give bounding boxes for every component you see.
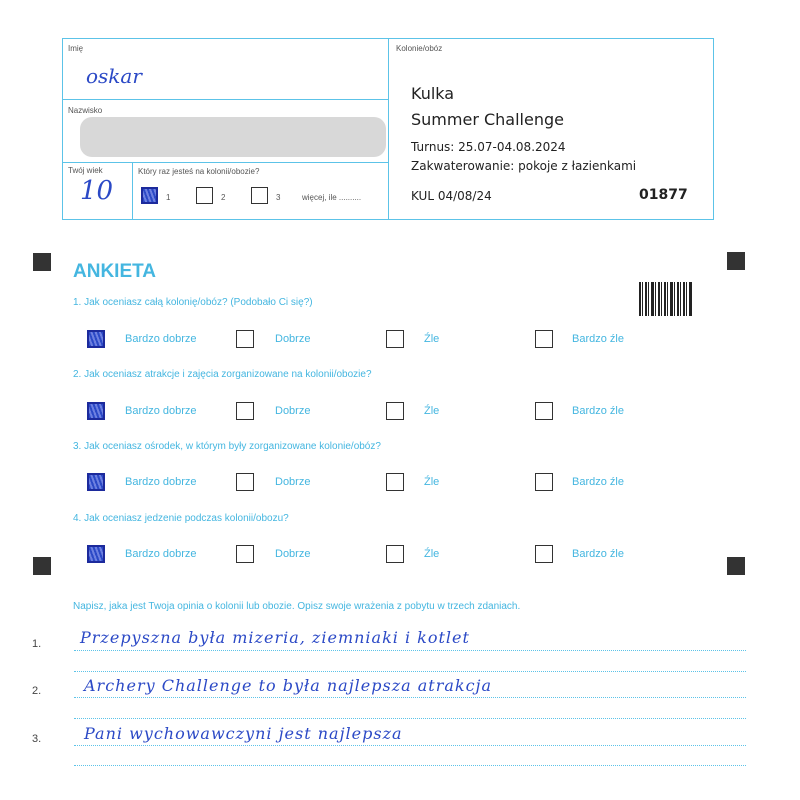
accommodation-text: Zakwaterowanie: pokoje z łazienkami xyxy=(411,159,637,173)
times-option-1-checkbox[interactable] xyxy=(141,187,158,204)
q1-dobrze-checkbox[interactable] xyxy=(236,330,254,348)
surname-redacted xyxy=(80,117,386,157)
camp-code: KUL 04/08/24 xyxy=(411,189,492,203)
q3-option-label: Bardzo dobrze xyxy=(125,476,197,488)
registration-marker-bottom-left xyxy=(33,557,51,575)
q4-bardzo-zle-checkbox[interactable] xyxy=(535,545,553,563)
question-3: 3. Jak oceniasz ośrodek, w którym były zorganizowane kolonie/obóz? xyxy=(73,441,381,452)
q2-option-label: Dobrze xyxy=(275,405,311,417)
opinion-line-3-rule xyxy=(74,745,746,746)
q3-option-label: Bardzo źle xyxy=(572,476,624,488)
q2-option-label: Bardzo źle xyxy=(572,405,624,417)
q3-zle-checkbox[interactable] xyxy=(386,473,404,491)
q1-bardzo-zle-checkbox[interactable] xyxy=(535,330,553,348)
camp-program: Summer Challenge xyxy=(411,110,564,129)
q3-bardzo-dobrze-checkbox[interactable] xyxy=(87,473,105,491)
registration-marker-top-left xyxy=(33,253,51,271)
opinion-line-3-number: 3. xyxy=(32,733,42,745)
q4-bardzo-dobrze-checkbox[interactable] xyxy=(87,545,105,563)
q1-zle-checkbox[interactable] xyxy=(386,330,404,348)
question-2: 2. Jak oceniasz atrakcje i zajęcia zorganizowane na kolonii/obozie? xyxy=(73,369,372,380)
q2-dobrze-checkbox[interactable] xyxy=(236,402,254,420)
opinion-line-1-number: 1. xyxy=(32,638,42,650)
question-1: 1. Jak oceniasz całą kolonię/obóz? (Podobało Ci się?) xyxy=(73,297,313,308)
times-option-3-checkbox[interactable] xyxy=(251,187,268,204)
surname-row-divider xyxy=(62,162,388,163)
times-option-2-label: 2 xyxy=(221,193,226,202)
q4-zle-checkbox[interactable] xyxy=(386,545,404,563)
registration-marker-bottom-right xyxy=(727,557,745,575)
registration-marker-top-right xyxy=(727,252,745,270)
opinion-answer-2[interactable]: Archery Challenge to była najlepsza atrakcja xyxy=(84,676,493,695)
q1-option-label: Dobrze xyxy=(275,333,311,345)
q1-option-label: Bardzo źle xyxy=(572,333,624,345)
q4-dobrze-checkbox[interactable] xyxy=(236,545,254,563)
header-left-divider xyxy=(388,38,389,220)
q2-option-label: Bardzo dobrze xyxy=(125,405,197,417)
q3-option-label: Dobrze xyxy=(275,476,311,488)
q3-bardzo-zle-checkbox[interactable] xyxy=(535,473,553,491)
camp-name: Kulka xyxy=(411,84,455,103)
times-label: Który raz jesteś na kolonii/obozie? xyxy=(138,167,260,176)
q1-option-label: Bardzo dobrze xyxy=(125,333,197,345)
q4-option-label: Bardzo źle xyxy=(572,548,624,560)
opinion-line-2-number: 2. xyxy=(32,685,42,697)
camp-label: Kolonie/obóz xyxy=(396,44,443,53)
q4-option-label: Bardzo dobrze xyxy=(125,548,197,560)
turnus-text: Turnus: 25.07-04.08.2024 xyxy=(411,140,566,154)
opinion-line-1-rule-secondary xyxy=(74,671,746,672)
form-number: 01877 xyxy=(639,187,688,203)
question-4: 4. Jak oceniasz jedzenie podczas kolonii/obozu? xyxy=(73,513,289,524)
q1-option-label: Źle xyxy=(424,333,440,345)
q2-bardzo-zle-checkbox[interactable] xyxy=(535,402,553,420)
opinion-line-2-rule xyxy=(74,697,746,698)
q3-dobrze-checkbox[interactable] xyxy=(236,473,254,491)
q1-bardzo-dobrze-checkbox[interactable] xyxy=(87,330,105,348)
q2-option-label: Źle xyxy=(424,405,440,417)
name-value[interactable]: oskar xyxy=(86,64,142,88)
q2-zle-checkbox[interactable] xyxy=(386,402,404,420)
times-option-3-label: 3 xyxy=(276,193,281,202)
times-option-2-checkbox[interactable] xyxy=(196,187,213,204)
survey-title: ANKIETA xyxy=(73,261,157,282)
barcode xyxy=(639,282,693,316)
q4-option-label: Źle xyxy=(424,548,440,560)
opinion-answer-3[interactable]: Pani wychowawczyni jest najlepsza xyxy=(84,724,403,743)
opinion-line-2-rule-secondary xyxy=(74,718,746,719)
surname-label: Nazwisko xyxy=(68,106,103,115)
opinion-answer-1[interactable]: Przepyszna była mizeria, ziemniaki i kotlet xyxy=(80,628,470,647)
opinion-prompt: Napisz, jaka jest Twoja opinia o kolonii lub obozie. Opisz swoje wrażenia z pobytu w trzech zdaniach. xyxy=(73,601,521,612)
times-more-label: więcej, ile .......... xyxy=(302,193,362,202)
opinion-line-3-rule-secondary xyxy=(74,765,746,766)
opinion-line-1-rule xyxy=(74,650,746,651)
name-label: Imię xyxy=(68,44,84,53)
times-option-1-label: 1 xyxy=(166,193,171,202)
age-divider xyxy=(132,162,133,220)
q3-option-label: Źle xyxy=(424,476,440,488)
age-value[interactable]: 10 xyxy=(80,176,114,206)
name-row-divider xyxy=(62,99,388,100)
q4-option-label: Dobrze xyxy=(275,548,311,560)
age-label: Twój wiek xyxy=(68,166,103,175)
q2-bardzo-dobrze-checkbox[interactable] xyxy=(87,402,105,420)
